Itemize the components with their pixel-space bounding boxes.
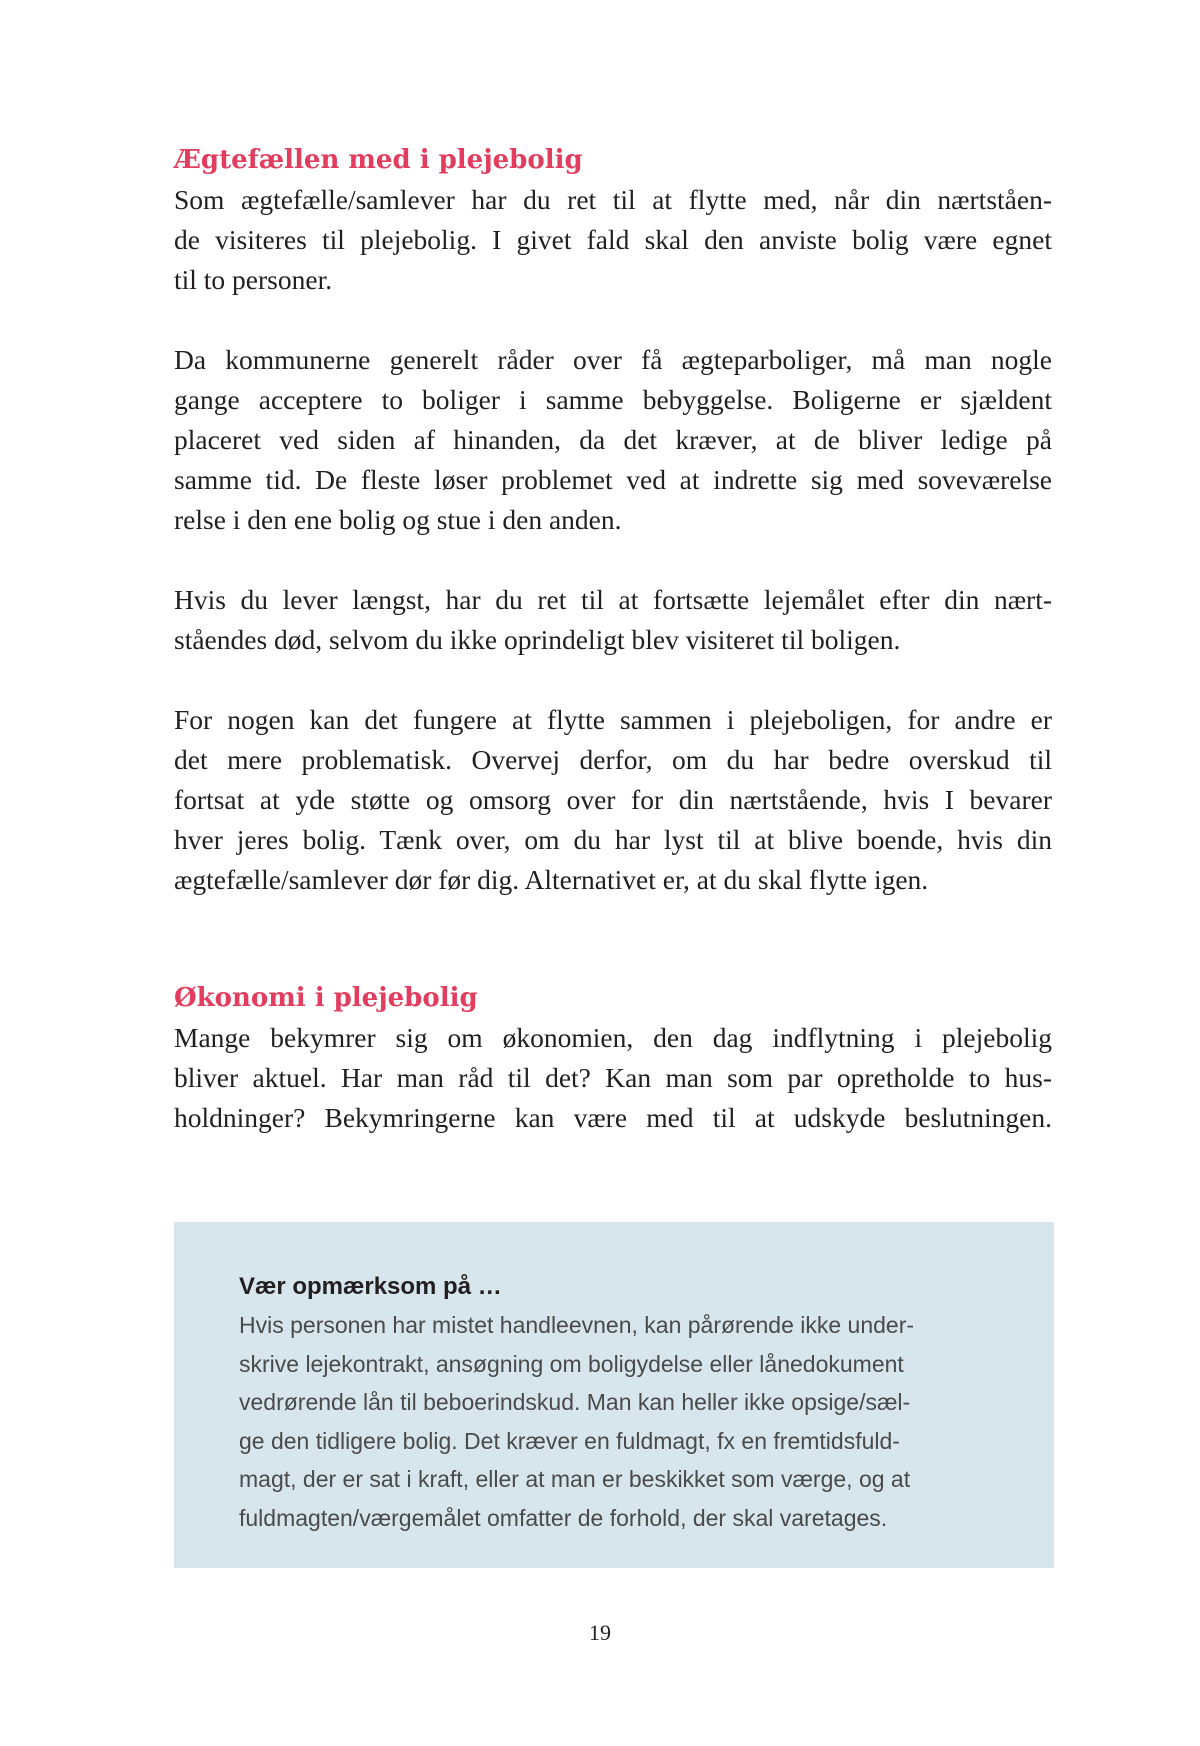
text-line: hver jeres bolig. Tænk over, om du har lyst til at blive boende, hvis din — [174, 824, 1052, 855]
text-line: bliver aktuel. Har man råd til det? Kan man som par opretholde to hus- — [174, 1062, 1052, 1093]
text-line: Som ægtefælle/samlever har du ret til at flytte med, når din nærtståen- — [174, 184, 1052, 215]
text-line: For nogen kan det fungere at flytte sammen i plejeboligen, for andre er — [174, 704, 1052, 735]
text-line: samme tid. De fleste løser problemet ved at indrette sig med soveværelse — [174, 464, 1052, 495]
text-line: Hvis du lever længst, har du ret til at fortsætte lejemålet efter din nært- — [174, 584, 1052, 615]
text-line: Mange bekymrer sig om økonomien, den dag indflytning i plejebolig — [174, 1022, 1052, 1053]
text-line: ståendes død, selvom du ikke oprindeligt blev visiteret til boligen. — [174, 624, 901, 655]
notice-line: magt, der er sat i kraft, eller at man er beskikket som værge, og at — [239, 1466, 911, 1492]
notice-line: fuldmagten/værgemålet omfatter de forhold, der skal varetages. — [239, 1504, 888, 1531]
notice-line: vedrørende lån til beboerindskud. Man kan heller ikke opsige/sæl- — [239, 1389, 911, 1415]
text-line: fortsat at yde støtte og omsorg over for din nærtstående, hvis I bevarer — [174, 784, 1052, 815]
text-line: gange acceptere to boliger i samme bebyggelse. Boligerne er sjældent — [174, 384, 1052, 415]
paragraph-considerations — [174, 700, 1052, 900]
notice-line: Hvis personen har mistet handleevnen, kan pårørende ikke under- — [239, 1312, 915, 1338]
text-line: placeret ved siden af hinanden, da det kræver, at de bliver ledige på — [174, 424, 1052, 455]
section-heading-spouse: Ægtefællen med i plejebolig — [174, 145, 583, 175]
notice-line: ge den tidligere bolig. Det kræver en fuldmagt, fx en fremtidsfuld- — [239, 1427, 900, 1454]
paragraph-lease-continuation — [174, 580, 1052, 660]
text-line: Da kommunerne generelt råder over få ægteparboliger, må man nogle — [174, 344, 1052, 375]
paragraph-economy — [174, 1018, 1052, 1138]
text-line: de visiteres til plejebolig. I givet fald skal den anviste bolig være egnet — [174, 224, 1052, 255]
notice-content — [239, 1268, 979, 1537]
main-content — [174, 140, 1052, 1138]
notice-line: skrive lejekontrakt, ansøgning om boligydelse eller lånedokument — [239, 1350, 904, 1377]
page-number: 19 — [589, 1620, 611, 1645]
notice-title: Vær opmærksom på … — [239, 1273, 502, 1300]
notice-body — [239, 1306, 979, 1537]
text-line: holdninger? Bekymringerne kan være med til at udskyde beslutningen. — [174, 1102, 1052, 1133]
notice-box — [174, 1222, 1054, 1568]
paragraph-couple-housing — [174, 340, 1052, 540]
text-line: til to personer. — [174, 264, 333, 295]
text-line: det mere problematisk. Overvej derfor, om du har bedre overskud til — [174, 744, 1052, 775]
text-line: ægtefælle/samlever dør før dig. Alternativet er, at du skal flytte igen. — [174, 864, 929, 895]
text-line: relse i den ene bolig og stue i den anden. — [174, 504, 622, 535]
section-heading-economy: Økonomi i plejebolig — [174, 983, 478, 1013]
paragraph-spouse-right — [174, 180, 1052, 300]
